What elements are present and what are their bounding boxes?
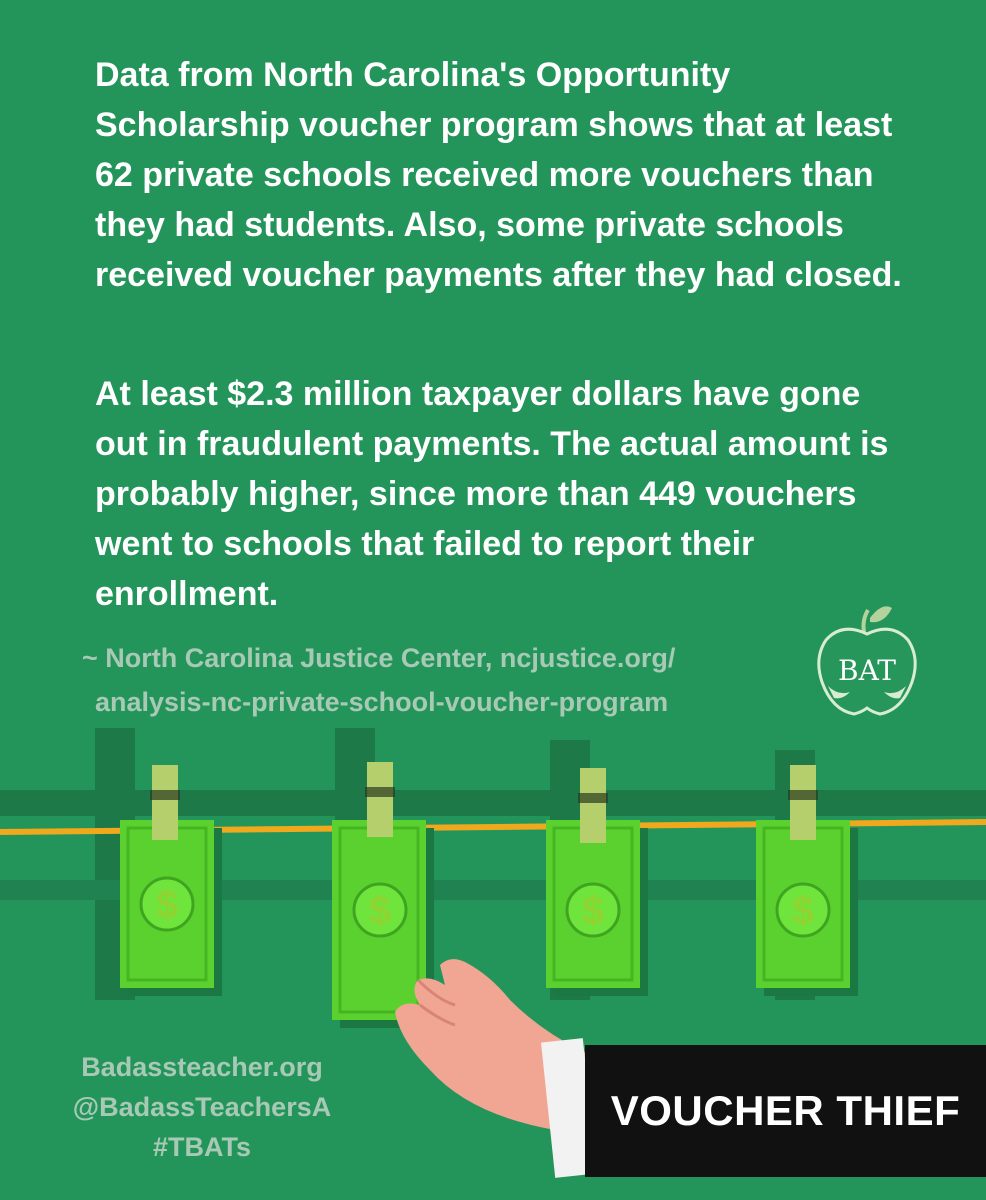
apple-stem-icon bbox=[864, 610, 869, 632]
banner-label: VOUCHER THIEF bbox=[610, 1087, 961, 1134]
fence-rail bbox=[0, 790, 986, 816]
logo-text: BAT bbox=[838, 654, 896, 687]
clothespin bbox=[580, 768, 606, 843]
clothespin bbox=[367, 762, 393, 837]
clothespin bbox=[152, 765, 178, 840]
dollar-sign: $ bbox=[155, 883, 179, 927]
dollar-sign: $ bbox=[581, 889, 605, 933]
clothespin-spring bbox=[150, 790, 180, 800]
voucher-thief-banner bbox=[585, 1045, 986, 1177]
statement-paragraph-2: At least $2.3 million taxpayer dollars have gone out in fraudulent payments. The actual amount is probably higher, since more than 449 vouchers went to schools that failed to report their enrollment. bbox=[95, 375, 889, 613]
clothespin-spring bbox=[578, 793, 608, 803]
citation-line-1: ~ North Carolina Justice Center, ncjustice.org/ bbox=[82, 643, 676, 673]
hashtag[interactable]: #TBATs bbox=[152, 1132, 251, 1162]
clothespin-spring bbox=[788, 790, 818, 800]
statement-paragraph-1: Data from North Carolina's Opportunity Scholarship voucher program shows that at least 62 private schools received more vouchers than they had students. Also, some private schools received voucher payments after they had closed. bbox=[95, 56, 902, 294]
website-link[interactable]: Badassteacher.org bbox=[81, 1052, 323, 1082]
clothespin bbox=[790, 765, 816, 840]
twitter-handle[interactable]: @BadassTeachersA bbox=[72, 1092, 332, 1122]
dollar-sign: $ bbox=[368, 889, 392, 933]
dollar-sign: $ bbox=[791, 889, 815, 933]
clothespin-spring bbox=[365, 787, 395, 797]
citation-line-2: analysis-nc-private-school-voucher-program bbox=[95, 687, 669, 717]
bat-apple-logo bbox=[812, 600, 922, 725]
apple-leaf-icon bbox=[870, 606, 892, 622]
